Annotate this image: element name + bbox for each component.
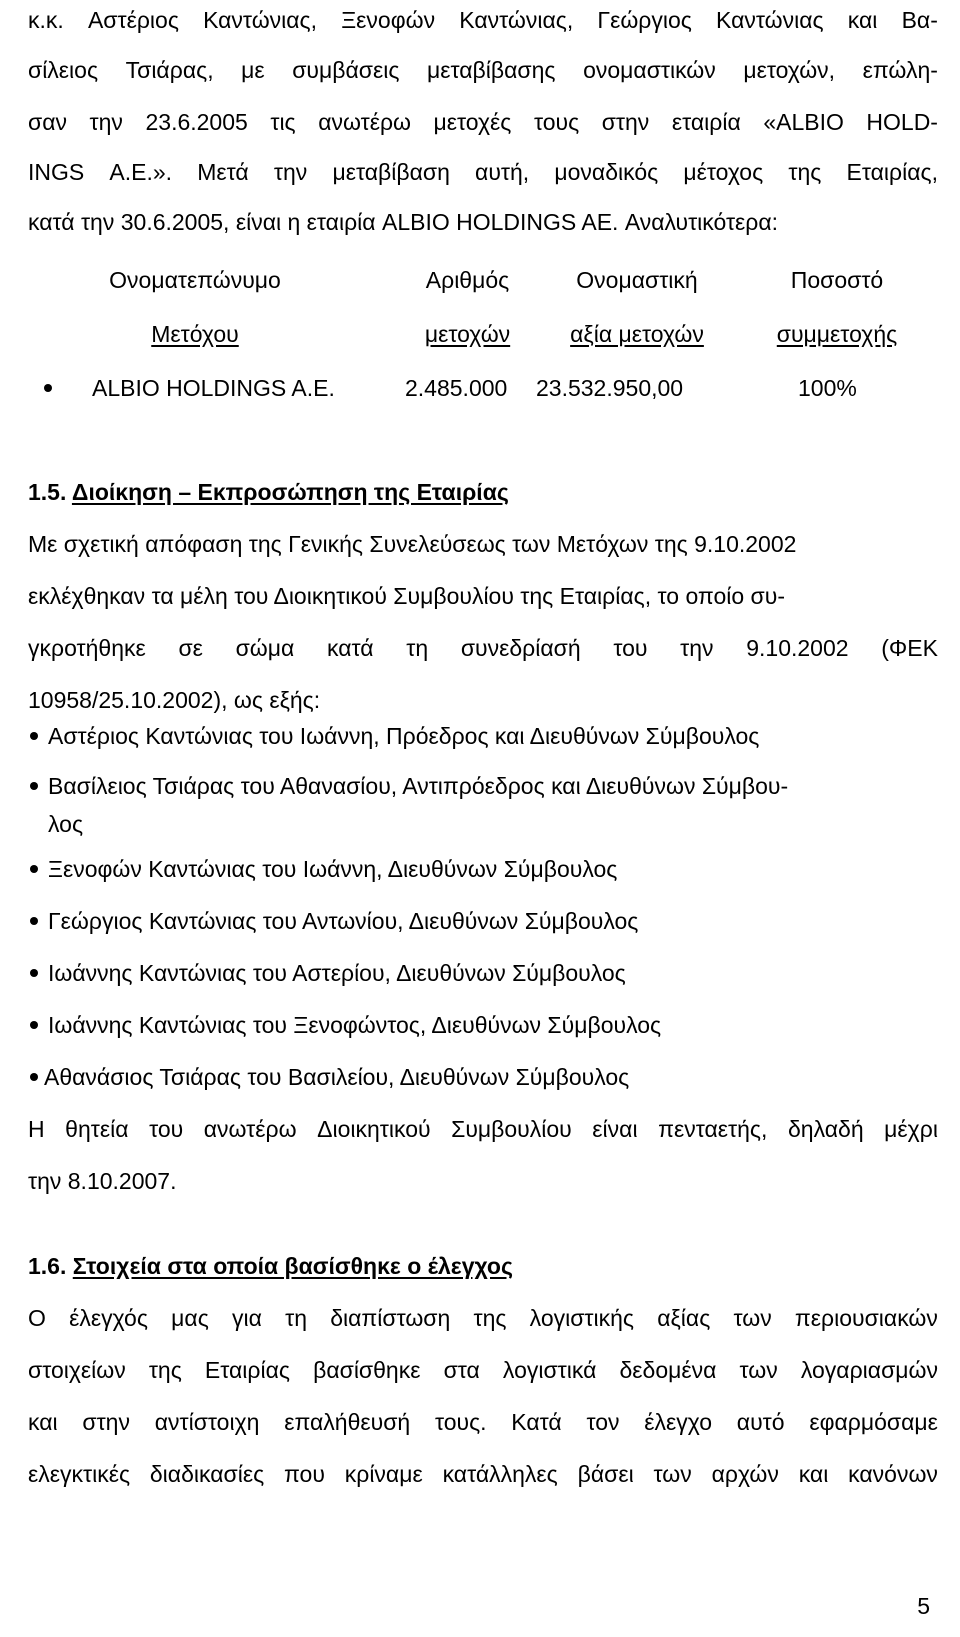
word: την (680, 635, 714, 661)
word: διαδικασίες (149, 1461, 265, 1487)
word: Εταιρίας, (846, 159, 938, 185)
word: Καντώνιας, (459, 7, 574, 33)
list-item: Γεώργιος Καντώνιας του Αντωνίου, Διευθύνων Σύμβουλος (48, 908, 639, 934)
list-item: Ιωάννης Καντώνιας του Ξενοφώντος, Διευθύνων Σύμβουλος (48, 1012, 662, 1038)
word: διαπίστωση (330, 1305, 451, 1331)
section-1-5-line-1: Με σχετική απόφαση της Γενικής Συνελεύσεως των Μετόχων της 9.10.2002 (28, 531, 797, 557)
page-number: 5 (917, 1593, 930, 1619)
word: που (283, 1461, 325, 1487)
word: Ξενοφών (341, 7, 436, 33)
table-cell-shares: 2.485.000 (405, 375, 508, 401)
section-title: Στοιχεία στα οποία βασίσθηκε ο έλεγχος (72, 1253, 513, 1279)
word: αυτό (736, 1409, 785, 1435)
word: μετοχών, (743, 57, 836, 83)
word: τον (586, 1409, 620, 1435)
section-number: 1.6. (28, 1253, 67, 1279)
section-1-6-line-3 (28, 1408, 938, 1436)
word: της (148, 1357, 182, 1383)
word: Ο (28, 1305, 46, 1331)
word: σε (178, 635, 203, 661)
word: βάσει (577, 1461, 634, 1487)
word: Κατά (511, 1409, 562, 1435)
word: αντίστοιχη (154, 1409, 260, 1435)
word: μας (171, 1305, 209, 1331)
word: «ALBIO (763, 109, 844, 135)
word: συμβάσεις (292, 57, 400, 83)
word: Μετά (197, 159, 249, 185)
word: αξίας (657, 1305, 711, 1331)
bullet-icon (30, 917, 38, 925)
table-subheader-percent: συμμετοχής (776, 321, 898, 347)
word: των (733, 1305, 772, 1331)
word: έλεγχο (644, 1409, 713, 1435)
word: INGS (28, 159, 85, 185)
word: συνεδρίασή (460, 635, 581, 661)
table-cell-percent: 100% (798, 375, 857, 401)
word: μεταβίβαση (332, 159, 450, 185)
word: Συμβουλίου (451, 1116, 572, 1142)
section-1-5-heading (28, 478, 509, 506)
word: εφαρμόσαμε (809, 1409, 938, 1435)
word: Τσιάρας, (125, 57, 214, 83)
bullet-icon (30, 1021, 38, 1029)
word: αρχών (711, 1461, 779, 1487)
word: μέτοχος (683, 159, 764, 185)
bullet-icon (30, 969, 38, 977)
list-item: Αθανάσιος Τσιάρας του Βασιλείου, Διευθύνων Σύμβουλος (44, 1064, 630, 1090)
word: με (241, 57, 265, 83)
section-title: Διοίκηση – Εκπροσώπηση της Εταιρίας (71, 479, 509, 505)
word: στοιχείων (28, 1357, 126, 1383)
table-subheader-shares: μετοχών (424, 321, 511, 347)
word: 23.6.2005 (145, 109, 248, 135)
section-1-5-line-2: εκλέχθηκαν τα μέλη του Διοικητικού Συμβουλίου της Εταιρίας, το οποίο συ- (28, 583, 785, 609)
word: βασίσθηκε (313, 1357, 421, 1383)
table-subheader-value: αξία μετοχών (570, 321, 704, 347)
word: τη (406, 635, 429, 661)
word: λογιστικής (529, 1305, 634, 1331)
word: των (653, 1461, 692, 1487)
intro-line-3 (28, 108, 938, 136)
word: και (28, 1409, 58, 1435)
word: σίλειος (28, 57, 99, 83)
section-1-6-line-4 (28, 1460, 938, 1488)
word: Εταιρίας (204, 1357, 290, 1383)
word: επαλήθευσή (284, 1409, 411, 1435)
word: Α.Ε.». (109, 159, 173, 185)
word: την (273, 159, 308, 185)
intro-line-2 (28, 56, 938, 84)
table-cell-name: ALBIO HOLDINGS A.E. (92, 375, 335, 401)
word: της (788, 159, 822, 185)
term-line-1 (28, 1115, 938, 1143)
table-subheader-name: Μετόχου (151, 321, 239, 347)
word: και (798, 1461, 829, 1487)
table-header-percent: Ποσοστό (790, 267, 884, 293)
word: Καντώνιας, (203, 7, 318, 33)
word: ανωτέρω (203, 1116, 297, 1142)
word: αυτή, (475, 159, 530, 185)
table-header-shares: Αριθμός (425, 267, 510, 293)
word: λογαριασμών (800, 1357, 938, 1383)
word: του (613, 635, 648, 661)
section-1-5-line-3 (28, 634, 938, 662)
word: ανωτέρω (318, 109, 411, 135)
section-number: 1.5. (28, 479, 67, 505)
list-item: Ξενοφών Καντώνιας του Ιωάννη, Διευθύνων Σύμβουλος (48, 856, 618, 882)
word: του (149, 1116, 184, 1142)
word: σώμα (235, 635, 295, 661)
word: ελεγκτικές (28, 1461, 131, 1487)
word: επώλη- (862, 57, 938, 83)
word: τη (285, 1305, 307, 1331)
word: θητεία (65, 1116, 129, 1142)
word: πενταετής, (658, 1116, 768, 1142)
intro-line-5: κατά την 30.6.2005, είναι η εταιρία ALBIO HOLDINGS AE. Αναλυτικότερα: (28, 209, 779, 235)
word: είναι (592, 1116, 638, 1142)
word: ονομαστικών (583, 57, 716, 83)
word: σαν (28, 109, 67, 135)
word: κρίναμε (344, 1461, 423, 1487)
list-item: Αστέριος Καντώνιας του Ιωάννη, Πρόεδρος και Διευθύνων Σύμβουλος (48, 723, 760, 749)
word: Γεώργιος (597, 7, 692, 33)
word: Βα- (901, 7, 938, 33)
word: εταιρία (671, 109, 741, 135)
word: στην (601, 109, 650, 135)
word: των (739, 1357, 778, 1383)
word: έλεγχός (69, 1305, 148, 1331)
word: γκροτήθηκε (28, 635, 146, 661)
word: κανόνων (848, 1461, 938, 1487)
word: μέχρι (884, 1116, 938, 1142)
word: Καντώνιας (716, 7, 824, 33)
term-line-2: την 8.10.2007. (28, 1168, 177, 1194)
word: στην (82, 1409, 130, 1435)
list-item: Βασίλειος Τσιάρας του Αθανασίου, Αντιπρόεδρος και Διευθύνων Σύμβου- (48, 773, 789, 799)
word: κατάλληλες (442, 1461, 558, 1487)
word: και (847, 7, 878, 33)
table-header-name: Ονοματεπώνυμο (109, 267, 281, 293)
table-header-value: Ονομαστική (576, 267, 698, 293)
word: 9.10.2002 (746, 635, 849, 661)
word: για (231, 1305, 262, 1331)
word: δηλαδή (787, 1116, 864, 1142)
table-cell-value: 23.532.950,00 (536, 375, 684, 401)
bullet-icon (30, 865, 38, 873)
section-1-5-line-4: 10958/25.10.2002), ως εξής: (28, 687, 321, 713)
bullet-icon (30, 782, 38, 790)
word: Διοικητικού (317, 1116, 431, 1142)
section-1-6-heading (28, 1252, 513, 1280)
intro-line-1 (28, 6, 938, 34)
word: τις (270, 109, 296, 135)
word: μετοχές (433, 109, 512, 135)
word: κ.κ. (28, 7, 64, 33)
word: κατά (326, 635, 374, 661)
word: λογιστικά (502, 1357, 597, 1383)
word: της (473, 1305, 507, 1331)
word: Αστέριος (87, 7, 179, 33)
word: την (89, 109, 123, 135)
word: περιουσιακών (794, 1305, 938, 1331)
bullet-icon (30, 732, 38, 740)
intro-line-4 (28, 158, 938, 186)
bullet-icon (44, 384, 52, 392)
bullet-icon (30, 1073, 38, 1081)
word: Η (28, 1116, 45, 1142)
word: (ΦΕΚ (881, 635, 938, 661)
list-item-continuation: λος (48, 811, 84, 837)
word: τους (533, 109, 580, 135)
word: δεδομένα (619, 1357, 717, 1383)
word: μεταβίβασης (427, 57, 556, 83)
list-item: Ιωάννης Καντώνιας του Αστερίου, Διευθύνων Σύμβουλος (48, 960, 626, 986)
word: στα (443, 1357, 480, 1383)
word: τους. (434, 1409, 487, 1435)
section-1-6-line-2 (28, 1356, 938, 1384)
word: HOLD- (866, 109, 938, 135)
section-1-6-line-1 (28, 1304, 938, 1332)
word: μοναδικός (554, 159, 659, 185)
